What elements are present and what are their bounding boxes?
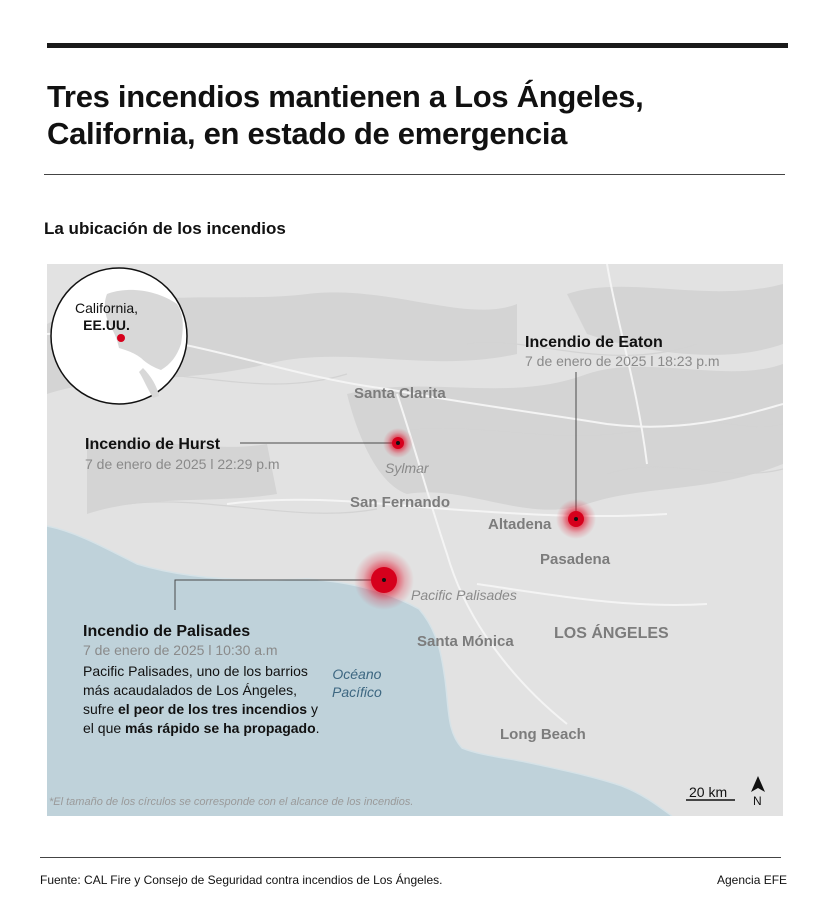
desc-part1: Pacific Palisades, uno de los barrios más acaudalados de Los Ángeles, sufre xyxy=(83,663,308,717)
desc-bold1: el peor de los tres incendios xyxy=(118,701,308,717)
inset-label xyxy=(75,300,138,334)
place-san-fernando: San Fernando xyxy=(350,494,451,511)
inset-label-country: EE.UU. xyxy=(83,317,130,333)
palisades-fire-marker xyxy=(354,550,414,610)
footer-divider xyxy=(40,857,781,858)
palisades-fire-description xyxy=(83,662,323,738)
place-pasadena: Pasadena xyxy=(540,551,611,568)
hurst-fire-name: Incendio de Hurst xyxy=(85,436,221,453)
place-long-beach: Long Beach xyxy=(500,726,586,743)
place-los-angeles: LOS ÁNGELES xyxy=(554,625,669,642)
agency-credit: Agencia EFE xyxy=(717,873,788,887)
desc-part2: y el que xyxy=(83,701,318,736)
top-rule xyxy=(47,43,788,48)
ocean-label-line2: Pacífico xyxy=(332,684,382,700)
place-santa-clarita: Santa Clarita xyxy=(354,385,446,402)
ocean-label-line1: Océano xyxy=(332,666,382,682)
place-pacific-palisades: Pacific Palisades xyxy=(411,587,517,603)
header-divider xyxy=(44,174,785,175)
palisades-fire-name: Incendio de Palisades xyxy=(83,623,251,640)
source-credit: Fuente: CAL Fire y Consejo de Seguridad contra incendios de Los Ángeles. xyxy=(40,873,443,887)
eaton-fire-marker xyxy=(556,499,596,539)
place-sylmar: Sylmar xyxy=(385,460,429,476)
california-inset-globe xyxy=(51,268,187,404)
desc-bold2: más rápido se ha propagado xyxy=(125,720,316,736)
north-label: N xyxy=(753,794,762,808)
section-title: La ubicación de los incendios xyxy=(44,219,286,238)
place-pacific-ocean xyxy=(332,665,382,701)
circle-size-note: *El tamaño de los círculos se corresponde con el alcance de los incendios. xyxy=(49,796,414,808)
fire-location-map xyxy=(47,264,783,816)
place-altadena: Altadena xyxy=(488,516,552,533)
hurst-fire-marker xyxy=(383,428,413,458)
desc-part3: . xyxy=(315,720,320,736)
scale-label: 20 km xyxy=(689,784,728,800)
hurst-fire-date: 7 de enero de 2025 l 22:29 p.m xyxy=(85,456,280,472)
eaton-fire-date: 7 de enero de 2025 l 18:23 p.m xyxy=(525,353,720,369)
place-santa-monica: Santa Mónica xyxy=(417,633,514,650)
eaton-fire-name: Incendio de Eaton xyxy=(525,334,663,351)
california-marker xyxy=(117,334,125,342)
headline: Tres incendios mantienen a Los Ángeles, California, en estado de emergencia xyxy=(47,79,644,151)
inset-label-state: California, xyxy=(75,300,139,316)
palisades-fire-date: 7 de enero de 2025 l 10:30 a.m xyxy=(83,642,278,658)
